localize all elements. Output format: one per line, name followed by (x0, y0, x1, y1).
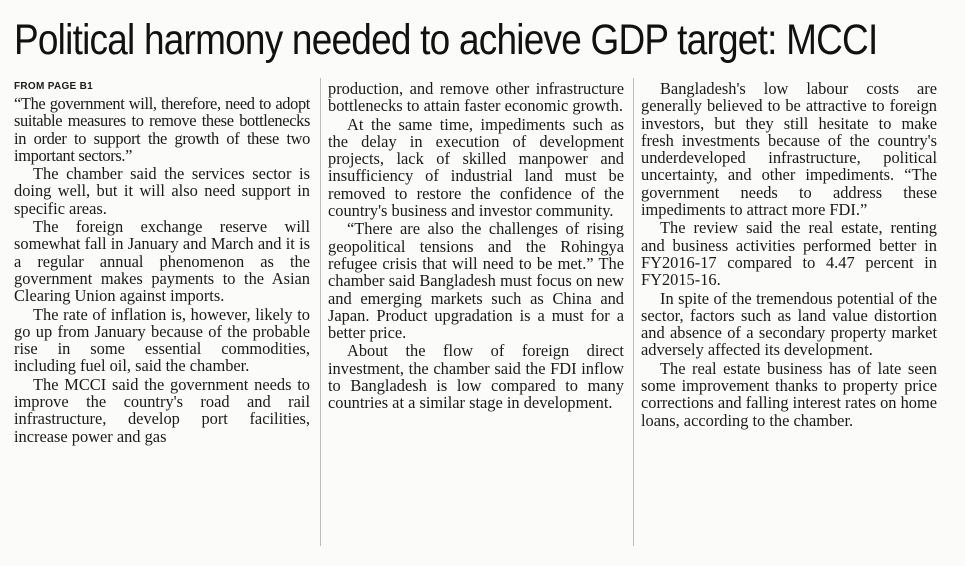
column-rule (633, 78, 634, 546)
article-column-1 (14, 80, 310, 446)
paragraph: Bangladesh's low labour costs are generally believed to be attractive to foreign investors, but they still hesitate to make fresh investments because of the country's underdeveloped infrastructure, political uncertainty, and other impediments. “The government needs to address these impediments to attract more FDI.” (641, 79, 937, 220)
article-column-2 (328, 80, 624, 413)
paragraph: “The government will, therefore, need to adopt suitable measures to remove these bottlenecks in order to support the growth of these two important sectors.” (14, 94, 310, 165)
headline: Political harmony needed to achieve GDP target: MCCI (14, 16, 878, 64)
paragraph: “There are also the challenges of rising geopolitical tensions and the Rohingya refugee crisis that will need to be met.” The chamber said Bangladesh must focus on new and emerging markets such as China and Japan. Product upgradation is a must for a better price. (328, 219, 624, 343)
paragraph: The foreign exchange reserve will somewhat fall in January and March and it is a regular annual phenomenon as the government makes payments to the Asian Clearing Union against imports. (14, 217, 310, 306)
continuation-label: FROM PAGE B1 (14, 81, 93, 92)
paragraph: The review said the real estate, renting and business activities performed better in FY2016-17 compared to 4.47 percent in FY2015-16. (641, 218, 937, 290)
paragraph: The rate of inflation is, however, likely to go up from January because of the probable rise in some essential commodities, including fuel oil, said the chamber. (14, 304, 310, 376)
paragraph: The chamber said the services sector is doing well, but it will also need support in specific areas. (14, 164, 310, 218)
paragraph: The real estate business has of late seen some improvement thanks to property price corrections and falling interest rates on home loans, according to the chamber. (641, 358, 937, 430)
column-rule (320, 78, 321, 546)
paragraph: The MCCI said the government needs to improve the country's road and rail infrastructure, develop port facilities, increase power and gas (14, 374, 310, 446)
paragraph: About the flow of foreign direct investment, the chamber said the FDI inflow to Bangladesh is low compared to many countries at a similar stage in development. (328, 341, 624, 413)
paragraph: production, and remove other infrastructure bottlenecks to attain faster economic growth. (328, 79, 624, 116)
paragraph: In spite of the tremendous potential of the sector, factors such as land value distortion and absence of a secondary property market adversely affected its development. (641, 288, 937, 360)
article-column-3 (641, 80, 937, 430)
paragraph: At the same time, impediments such as the delay in execution of development projects, lack of skilled manpower and insufficiency of industrial land must be removed to restore the confidence of the country's business and investor community. (328, 114, 624, 221)
